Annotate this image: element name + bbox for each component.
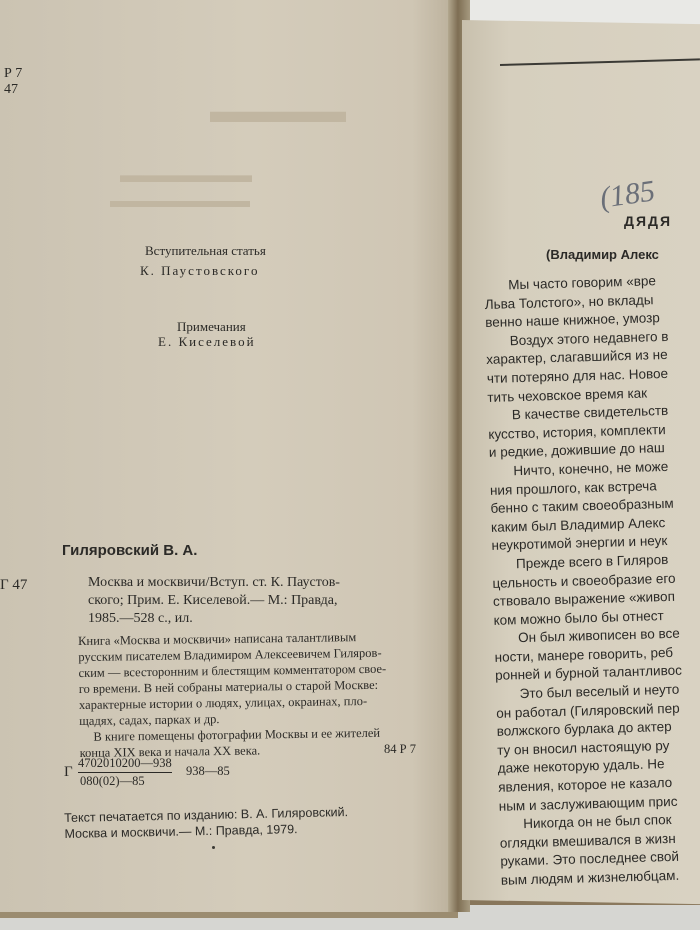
text-line: волжского бурлака до актер — [496, 719, 672, 740]
text-line: венно наше книжное, умозр — [485, 310, 661, 331]
text-line: ности, манере говорить, реб — [494, 644, 674, 665]
annotation-line: ским — всесторонним и блестящим комментатором свое- — [78, 661, 387, 680]
annotation — [78, 629, 387, 761]
text-line: ту он вносил настоящую ру — [497, 737, 670, 758]
author-heading: Гиляровский В. А. — [62, 542, 198, 559]
show-through-text: ▬▬▬▬ — [210, 92, 346, 130]
text-line: Никогда он не был спок — [523, 812, 672, 832]
notes-author: Е. Киселевой — [158, 334, 256, 349]
handwritten-note: (185 — [597, 174, 657, 215]
code-letter: Г — [64, 764, 73, 780]
text-line: Он был живописен во все — [517, 625, 680, 646]
text-line: Льва Толстого», но вклады — [484, 291, 654, 312]
text-line: Это был веселый и неуто — [519, 681, 680, 702]
intro-label: Вступительная статья — [145, 243, 266, 258]
notes-label: Примечания — [177, 319, 246, 334]
annotation-line: щадях, садах, парках и др. — [79, 712, 220, 728]
biblio-line: ского; Прим. Е. Киселевой.— М.: Правда, — [88, 593, 338, 608]
text-line: ным и заслуживающим прис — [498, 793, 678, 814]
source-note — [64, 804, 349, 842]
text-line: характер, слагавшийся из не — [486, 347, 668, 368]
biblio-line: 1985.—528 с., ил. — [88, 611, 193, 626]
source-line: Текст печатается по изданию: В. А. Гиляровский. — [64, 805, 349, 825]
text-line: Прежде всего в Гиляров — [515, 551, 669, 572]
text-line: он работал (Гиляровский пер — [495, 700, 680, 721]
show-through-text-3: ▬▬▬▬▬▬▬ — [110, 190, 250, 212]
ink-dot — [212, 846, 215, 849]
side-index: Г 47 — [0, 577, 28, 593]
annotation-line: конца XIX века и начала XX века. — [79, 743, 261, 760]
text-line: кусство, история, комплекти — [488, 421, 666, 442]
text-line: цельность и своеобразие его — [492, 570, 676, 591]
text-line: каким был Владимир Алекс — [490, 514, 666, 535]
source-line: Москва и москвичи.— М.: Правда, 1979. — [64, 822, 298, 841]
call-number-top-2: 47 — [4, 82, 18, 97]
text-line: и редкие, дожившие до наш — [488, 440, 665, 461]
annotation-line: го времени. В ней собраны материалы о старой Москве: — [78, 677, 379, 696]
text-line: Ничто, конечно, не може — [513, 458, 669, 479]
text-line: руками. Это последнее свой — [500, 849, 680, 870]
annotation-line: характерные истории о людях, улицах, окраинах, пло- — [78, 693, 368, 712]
text-line: оглядки вмешивался в жизн — [499, 830, 676, 851]
text-line: ствовало выражение «живоп — [492, 588, 676, 609]
bbk-code: 84 Р 7 — [384, 742, 416, 756]
text-line: неукротимой энергии и неук — [491, 533, 668, 554]
annotation-line: В книге помещены фотографии Москвы и ее жителей — [93, 725, 381, 744]
annotation-line: Книга «Москва и москвичи» написана талантливым — [78, 630, 357, 648]
text-line: чти потеряно для нас. Новое — [486, 365, 669, 386]
text-line: явления, которое не казало — [498, 774, 673, 795]
chapter-title: ДЯДЯ — [624, 213, 673, 229]
text-line: ком можно было бы отнест — [493, 607, 664, 628]
text-line: Воздух этого недавнего в — [509, 328, 669, 349]
text-line: В качестве свидетельств — [511, 403, 669, 423]
chapter-text — [484, 272, 688, 891]
code-year: 938—85 — [186, 764, 230, 778]
chapter-subtitle: (Владимир Алекс — [546, 247, 659, 262]
text-line: Мы часто говорим «вре — [508, 273, 657, 293]
code-numerator: 4702010200—938 — [78, 756, 172, 773]
code-denominator: 080(02)—85 — [80, 774, 145, 788]
text-line: тить чеховское время как — [487, 385, 648, 405]
text-line: вым людям и жизнелюбцам. — [500, 867, 680, 888]
bibliographic-entry — [88, 574, 340, 628]
call-number-top: Р 7 — [4, 66, 23, 81]
intro-author: К. Паустовского — [140, 263, 260, 278]
biblio-line: Москва и москвичи/Вступ. ст. К. Паустов- — [88, 575, 340, 590]
annotation-line: русским писателем Владимиром Алексеевичем Гиляров- — [78, 645, 382, 664]
text-line: бенно с таким своеобразным — [490, 495, 674, 517]
text-line: ния прошлого, как встреча — [489, 477, 657, 498]
show-through-text-2: ▬▬▬▬▬▬ — [120, 162, 252, 187]
text-line: даже некоторую удаль. Не — [497, 756, 665, 777]
text-line: ронней и бурной талантливос — [494, 663, 683, 684]
